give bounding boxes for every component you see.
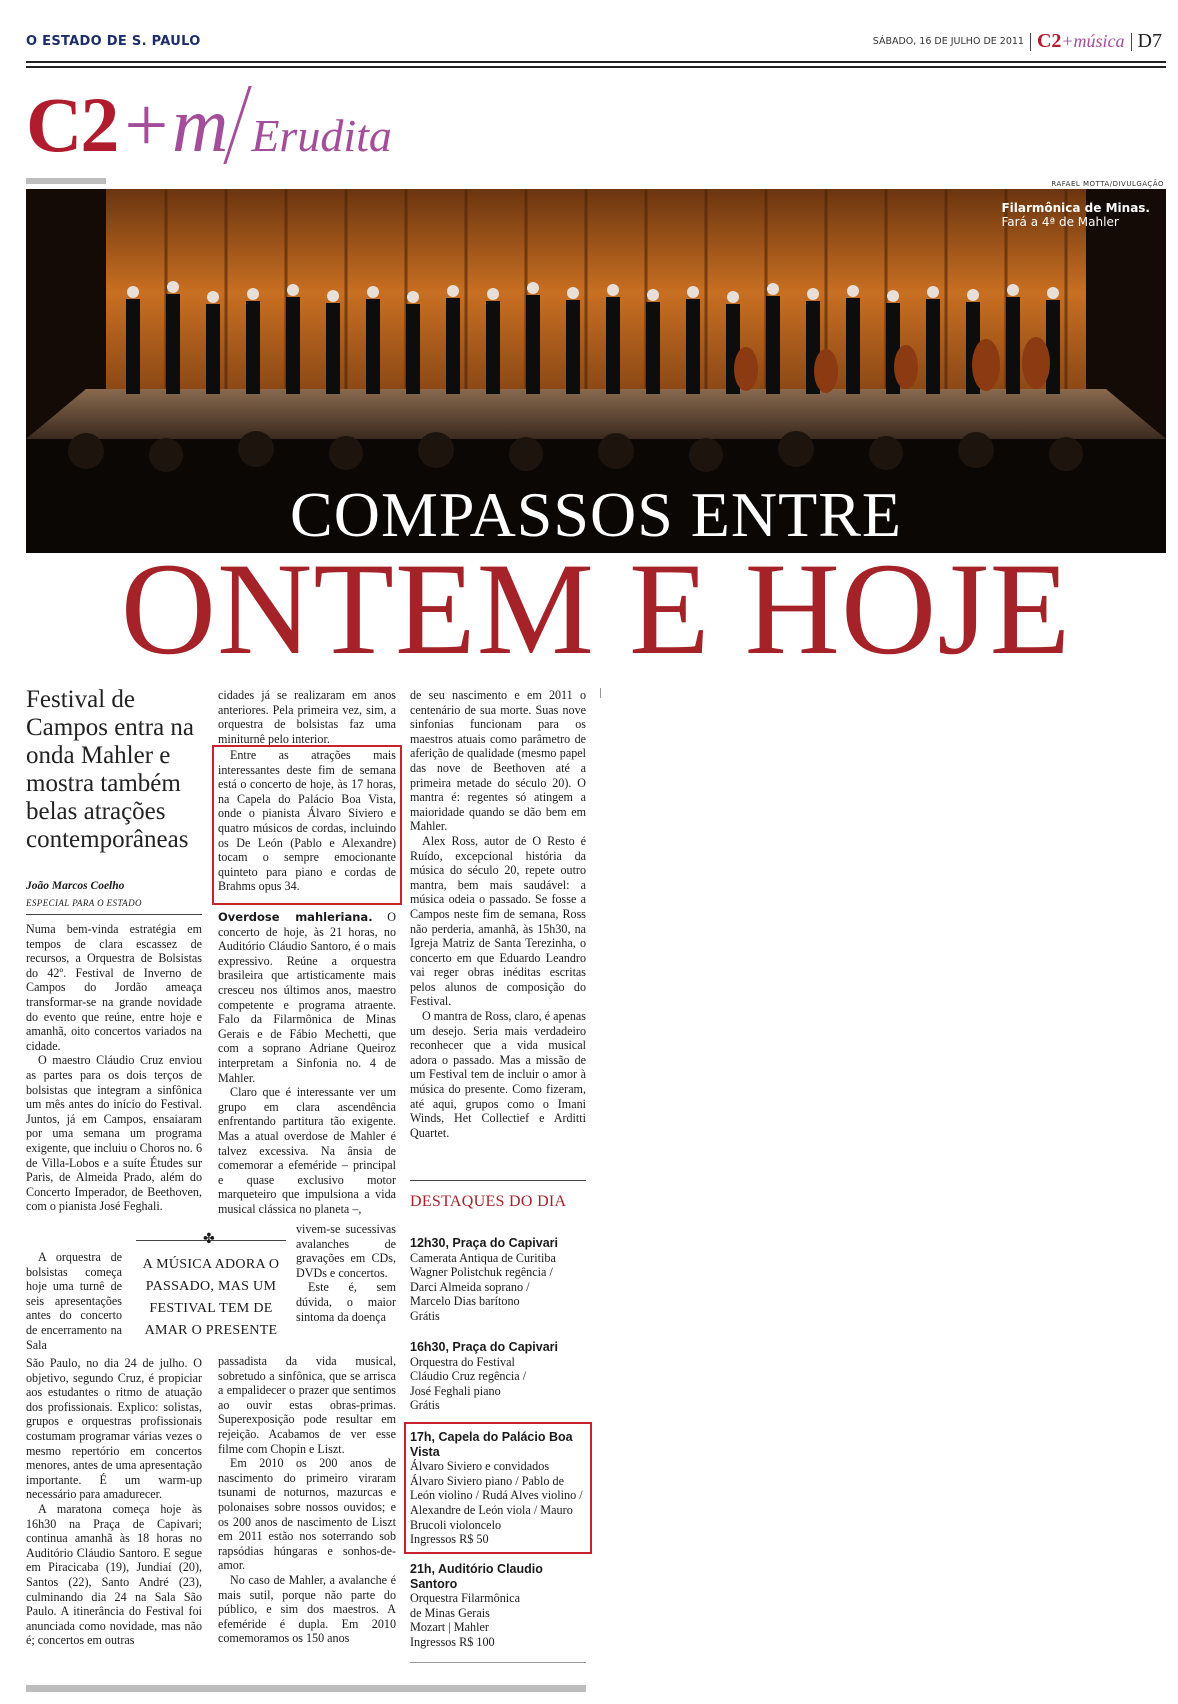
event-item: 16h30, Praça do Capivari Orquestra do Festival Cláudio Cruz regência / José Feghali piano Grátis: [410, 1340, 558, 1413]
sidebar-rule: [410, 1180, 586, 1181]
highlights-title: DESTAQUES DO DIA: [410, 1193, 567, 1210]
paragraph: Numa bem-vinda estratégia em tempos de clara escassez de recursos, a Orquestra de Bolsistas do 42º. Festival de Inverno de Campos do Jordão ameaça transformar-se na grande novidade do evento que reúne, entre hoje e amanhã, oito concertos variados na cidade.: [26, 922, 202, 1053]
photo-caption: Filarmônica de Minas. Fará a 4ª de Mahler: [1001, 201, 1150, 229]
paragraph: São Paulo, no dia 24 de julho. O objetivo, segundo Cruz, é propiciar aos estudantes o ritmo de atuação dos profissionais. Explico: solistas, grupos e orquestras profissionais costumam programar várias vezes o mesmo repertório em concertos menores, antes de uma apresentação importante. É um warm-up necessário para amadurecer.: [26, 1356, 202, 1502]
page-number: D7: [1137, 30, 1162, 52]
column-mark: [600, 688, 601, 698]
footer-bar: [26, 1685, 586, 1692]
article-column-2: [218, 688, 396, 746]
event-item: 21h, Auditório Claudio Santoro Orquestra Filarmônica de Minas Gerais Mozart | Mahler Ingressos R$ 100: [410, 1562, 543, 1649]
highlight-box: [212, 745, 402, 905]
event-item: 17h, Capela do Palácio Boa Vista Álvaro Siviero e convidados Álvaro Siviero piano / Pablo de León violino / Rudá Alves violino / Alexandre de León viola / Mauro Brucoli violoncelo Ingressos R$ 50: [410, 1430, 583, 1547]
header-divider: [1131, 33, 1132, 51]
headline-line-2: ONTEM E HOJE: [120, 535, 1072, 682]
header-rule: [26, 66, 1166, 68]
paragraph: passadista da vida musical, sobretudo a sinfônica, que se arrisca a empalidecer o prazer que sentimos ao ouvir estas obras-primas. Superexposição pode resultar em rejeição. Acabamos de ver esse filme com Chopin e Liszt.: [218, 1354, 396, 1456]
paragraph: A maratona começa hoje às 16h30 na Praça de Capivari; continua amanhã às 18 horas no Auditório Cláudio Santoro. E segue em Piracicaba (19), Jundiaí (20), Santos (22), Santo André (23), culminando dia 24 na Sala São Paulo. A itinerância do Festival foi anunciada como novidade, mas não é; concertos em outras: [26, 1501, 202, 1648]
section-logo: C2 +m Erudita: [26, 81, 392, 168]
paragraph: Claro que é interessante ver um grupo em clara ascendência enfrentando partitura tão exigente. Mas a atual overdose de Mahler é talvez excessiva. Na ânsia de comemorar a efeméride – principal e quase exclusivo motor marqueteiro que impulsiona a vida musical clássica no planeta –,: [218, 1085, 396, 1216]
pullquote: A MÚSICA ADORA O PASSADO, MAS UM FESTIVAL TEM DE AMAR O PRESENTE: [142, 1257, 280, 1338]
article-column-1-wrap: [26, 1250, 122, 1352]
event-item: 12h30, Praça do Capivari Camerata Antiqua de Curitiba Wagner Polistchuk regência / Darci Almeida soprano / Marcelo Dias barítono Grátis: [410, 1236, 558, 1323]
photo-credit: RAFAEL MOTTA/DIVULGAÇÃO: [1051, 180, 1164, 188]
page-header: [873, 30, 1162, 53]
paragraph: No caso de Mahler, a avalanche é mais sutil, porque não parte do público, e sim dos maestros. A efeméride é dupla. Em 2010 comemoramos os 150 anos: [218, 1572, 396, 1646]
section-label: C2+música: [1036, 30, 1125, 52]
article-column-1-cont: [26, 1356, 202, 1648]
byline-author: João Marcos Coelho: [26, 880, 125, 892]
paragraph: O maestro Cláudio Cruz enviou as partes para os dois terços de bolsistas que integram a sinfônica um mês antes do início do Festival. Juntos, já em Campos, ensaiaram por uma semana um programa exigente, que incluiu o Choros no. 6 de Villa-Lobos e a suíte Études sur Paris, de Almeida Prado, além do Concerto Imperador, de Beethoven, com o pianista José Feghali.: [26, 1053, 202, 1214]
paragraph: Alex Ross, autor de O Resto é Ruído, excepcional história da música do século 20, repete outro mantra, bem mais saudável: a música odeia o passado. Se fosse a Campos neste fim de semana, Ross não perderia, amanhã, às 15h30, na Igreja Matriz de Santa Terezinha, o concerto em que Eduardo Leandro vai reger obras inéditas escritas pelos alunos de composição do Festival.: [410, 833, 586, 1009]
header-rule: [26, 61, 1166, 63]
article-column-1: [26, 922, 202, 1214]
highlight-box: [404, 1422, 592, 1554]
paragraph: A orquestra de bolsistas começa hoje uma turnê de seis apresentações antes do concerto de encerramento na Sala: [26, 1250, 122, 1352]
byline-role: ESPECIAL PARA O ESTADO: [26, 898, 142, 908]
ornament-icon: ✤: [203, 1231, 215, 1247]
paragraph: Overdose mahleriana. O concerto de hoje, às 21 horas, no Auditório Cláudio Santoro, é o mais expressivo. Reúne a orquestra brasileira que artisticamente mais cresceu nos últimos anos, maestro competente e programa atraente. Falo da Filarmônica de Minas Gerais e de Fábio Mechetti, que com a soprano Adriane Queiroz interpretam a Sinfonia no. 4 de Mahler.: [218, 910, 396, 1085]
paragraph: de seu nascimento e em 2011 o centenário de sua morte. Suas nove sinfonias funcionam para os maestros atuais como parâmetro de aferição de qualidade (mesmo papel das nove de Beethoven até a primeira metade do século 20). O mantra é: regentes só atingem a maioridade quando se dão bem em Mahler.: [410, 688, 586, 834]
byline-rule: [26, 914, 202, 915]
paragraph: cidades já se realizaram em anos anteriores. Pela primeira vez, sim, a orquestra de bolsistas faz uma miniturnê pelo interior.: [218, 688, 396, 746]
accent-bar: [26, 178, 106, 184]
paragraph: Em 2010 os 200 anos de nascimento do primeiro viraram tsunami de noturnos, mazurcas e polonaises sobre nossos ouvidos; e os 200 anos de nascimento de Liszt em 2011 estão nos soterrando sob rapsódias húngaras e sonhos-de-amor.: [218, 1456, 396, 1573]
paragraph: vivem-se sucessivas avalanches de gravações em CDs, DVDs e concertos.: [296, 1222, 396, 1280]
article-column-2-wrap: [296, 1222, 396, 1324]
article-lede: Festival de Campos entra na onda Mahler e mostra também belas atrações contemporâneas: [26, 686, 195, 853]
issue-date: SÁBADO, 16 DE JULHO DE 2011: [872, 36, 1024, 47]
header-divider: [1030, 33, 1031, 51]
article-column-3: [410, 688, 586, 1140]
newspaper-name: O ESTADO DE S. PAULO: [26, 34, 201, 49]
headline-line-1: COMPASSOS ENTRE: [290, 479, 902, 550]
article-column-2-end: [218, 1354, 396, 1646]
paragraph: O mantra de Ross, claro, é apenas um desejo. Seria mais verdadeiro reconhecer que a vida musical adora o passado. Mas a missão de um Festival tem de incluir o amor à música do presente. Como fizeram, até aqui, grupos como o Imani Winds, Het Collectief e Arditti Quartet.: [410, 1009, 586, 1140]
paragraph: Este é, sem dúvida, o maior sintoma da doença: [296, 1280, 396, 1324]
sidebar-rule: [410, 1662, 586, 1663]
article-column-2-cont: [218, 910, 396, 1216]
paragraph: Entre as atrações mais interessantes deste fim de semana está o concerto de hoje, às 17 horas, na Capela do Palácio Boa Vista, onde o pianista Álvaro Siviero e quatro músicos de cordas, incluindo os De León (Pablo e Alexandre) tocam o sempre emocionante quinteto para piano e cordas de Brahms opus 34.: [218, 748, 396, 894]
